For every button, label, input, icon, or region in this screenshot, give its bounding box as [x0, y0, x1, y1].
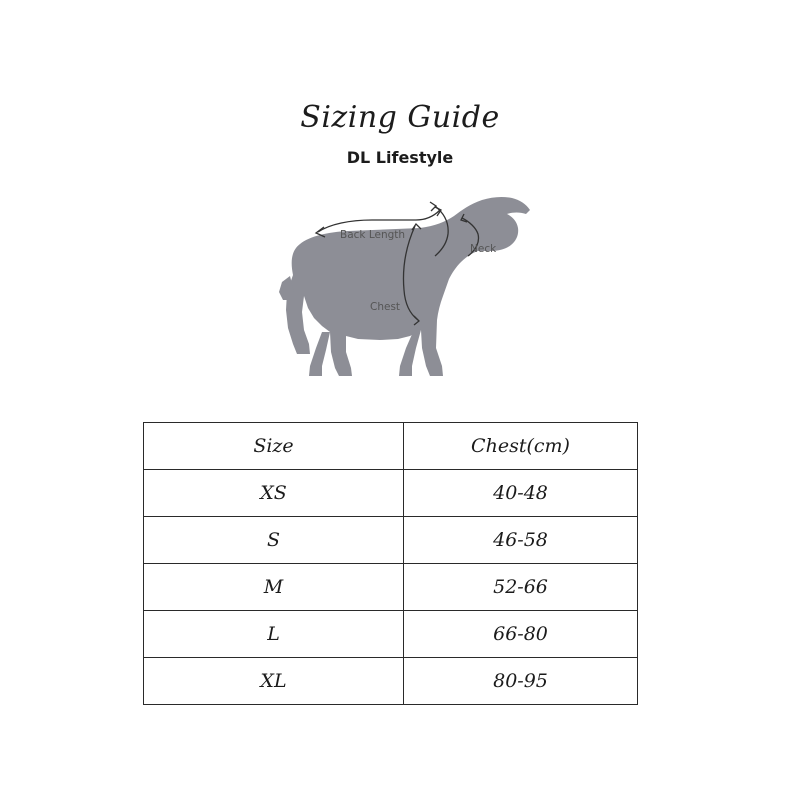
cell-chest: 46-58	[404, 517, 638, 564]
size-table-wrapper	[143, 422, 637, 705]
table-row	[144, 611, 638, 658]
brand-name: DL Lifestyle	[346, 148, 454, 167]
table-row	[144, 658, 638, 705]
column-header-chest: Chest(cm)	[404, 423, 638, 470]
neck-label: Neck	[470, 243, 497, 255]
back-length-label: Back Length	[340, 229, 406, 241]
cell-size: XS	[144, 470, 404, 517]
page-title: Sizing Guide	[300, 100, 500, 135]
cell-size: S	[144, 517, 404, 564]
table-row	[144, 517, 638, 564]
cell-chest: 66-80	[404, 611, 638, 658]
dog-silhouette-icon	[279, 197, 530, 376]
dog-measurement-diagram	[230, 180, 570, 395]
cell-size: XL	[144, 658, 404, 705]
cell-size: M	[144, 564, 404, 611]
cell-chest: 80-95	[404, 658, 638, 705]
table-row	[144, 564, 638, 611]
chest-label: Chest	[370, 301, 401, 313]
table-row	[144, 470, 638, 517]
cell-chest: 52-66	[404, 564, 638, 611]
size-table	[143, 422, 638, 705]
column-header-size: Size	[144, 423, 404, 470]
cell-size: L	[144, 611, 404, 658]
table-header-row	[144, 423, 638, 470]
cell-chest: 40-48	[404, 470, 638, 517]
